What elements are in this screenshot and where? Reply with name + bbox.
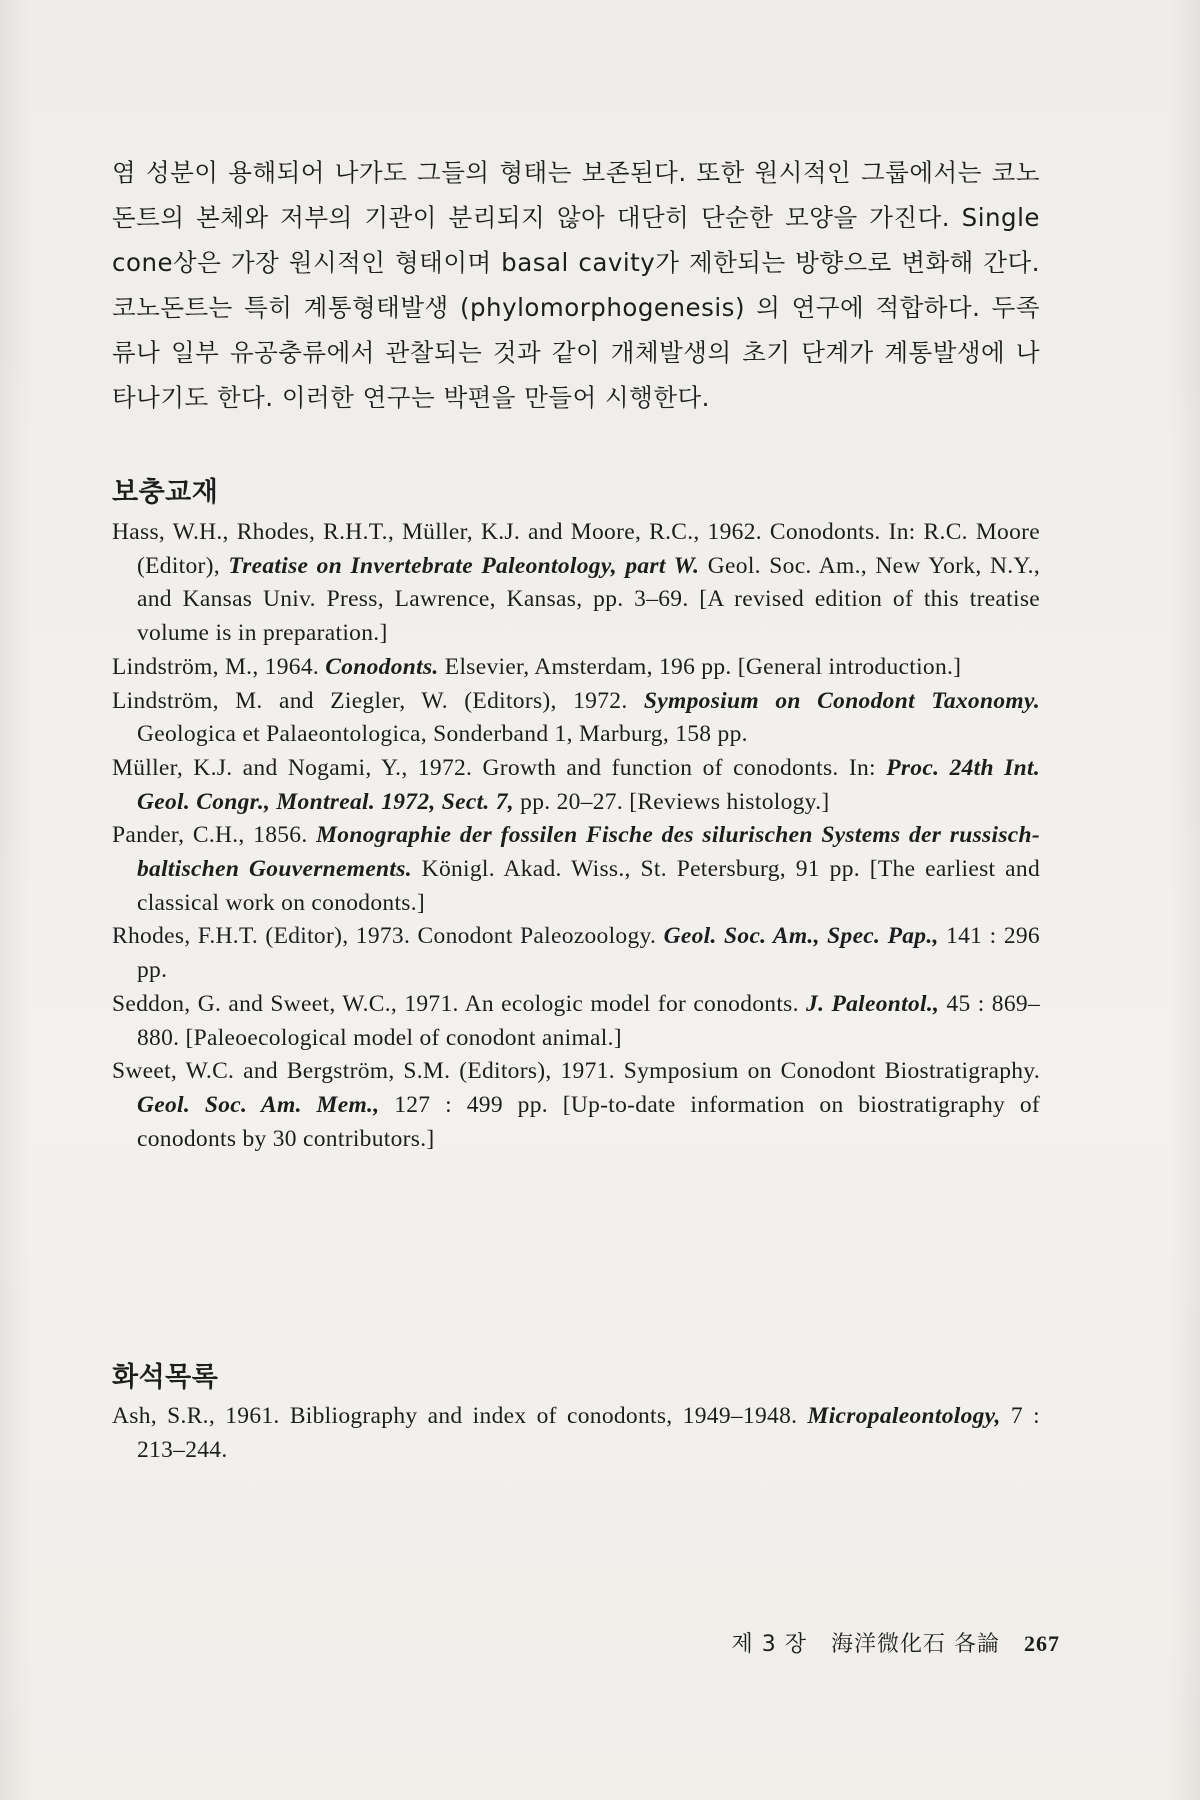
reference-title: Symposium on Conodont Taxonomy. (643, 687, 1040, 714)
reference-item (112, 752, 1040, 819)
reference-title: Monographie der fossilen Fische des silurischen Systems der russisch-baltischen Gouvernements. (137, 822, 1040, 883)
chapter-title: 海洋微化石 各論 (831, 1632, 1000, 1657)
page-shadow-right (1170, 0, 1200, 1800)
reference-title: Micropaleontology, (807, 1403, 1001, 1429)
reference-item (112, 1055, 1040, 1156)
reference-details: Geologica et Palaeontologica, Sonderband 1, Marburg, 158 pp. (137, 721, 748, 748)
reference-details: 141 : 296 pp. (137, 923, 1040, 984)
reference-authors-year: Müller, K.J. and Nogami, Y., 1972. Growth and function of conodonts. In: (112, 754, 887, 781)
section-title-supplementary: 보충교재 (112, 477, 219, 508)
page-footer (732, 1627, 1061, 1658)
reference-item (112, 988, 1040, 1055)
reference-item (112, 920, 1040, 987)
reference-details: 127 : 499 pp. [Up-to-date information on biostratigraphy of conodonts by 30 contributors.] (137, 1091, 1040, 1152)
reference-item (112, 685, 1040, 752)
reference-authors-year: Lindström, M., 1964. (112, 653, 326, 680)
reference-authors-year: Ash, S.R., 1961. Bibliography and index of conodonts, 1949–1948. (112, 1403, 808, 1429)
reference-list-supplementary (112, 516, 1040, 1156)
reference-authors-year: Rhodes, F.H.T. (Editor), 1973. Conodont Paleozoology. (112, 923, 664, 950)
reference-details: pp. 20–27. [Reviews histology.] (513, 788, 830, 815)
page-shadow-left (0, 0, 30, 1800)
reference-authors-year: Sweet, W.C. and Bergström, S.M. (Editors), 1971. Symposium on Conodont Biostratigraphy. (112, 1058, 1040, 1085)
chapter-label: 제 3 장 (731, 1632, 807, 1657)
reference-title: Proc. 24th Int. Geol. Congr., Montreal. 1972, Sect. 7, (137, 754, 1040, 815)
reference-details: Geol. Soc. Am., New York, N.Y., and Kansas Univ. Press, Lawrence, Kansas, pp. 3–69. [A revised edition of this treatise volume is in preparation.] (137, 552, 1041, 647)
reference-authors-year: Lindström, M. and Ziegler, W. (Editors), 1972. (112, 687, 644, 714)
reference-details: Elsevier, Amsterdam, 196 pp. [General introduction.] (438, 653, 962, 680)
intro-text (112, 150, 1040, 420)
reference-authors-year: Pander, C.H., 1856. (112, 822, 317, 849)
reference-details: Königl. Akad. Wiss., St. Petersburg, 91 pp. [The earliest and classical work on conodonts.] (137, 856, 1040, 916)
reference-item (112, 516, 1040, 651)
reference-details: 7 : 213–244. (137, 1403, 1041, 1463)
section-title-catalog: 화석목록 (112, 1362, 219, 1393)
reference-details: 45 : 869–880. [Paleoecological model of conodont animal.] (137, 990, 1040, 1051)
page-number: 267 (1024, 1631, 1060, 1656)
reference-item (112, 651, 1040, 685)
reference-title: Treatise on Invertebrate Paleontology, part W. (228, 552, 700, 579)
intro-paragraph: 염 성분이 용해되어 나가도 그들의 형태는 보존된다. 또한 원시적인 그룹에서는 코노돈트의 본체와 저부의 기관이 분리되지 않아 대단히 단순한 모양을 가진다. Single cone상은 가장 원시적인 형태이며 basal cavity가 제한되는 방향으로 변화해 간다. 코노돈트는 특히 계통형태발생 (phylomorphogenesis) 의 연구에 적합하다. 두족류나 일부 유공충류에서 관찰되는 것과 같이 개체발생의 초기 단계가 계통발생에 나타나기도 한다. 이러한 연구는 박편을 만들어 시행한다. (112, 158, 1040, 412)
reference-authors-year: Seddon, G. and Sweet, W.C., 1971. An ecologic model for conodonts. (112, 990, 807, 1017)
reference-item (112, 819, 1040, 920)
reference-title: J. Paleontol., (806, 990, 940, 1017)
reference-title: Conodonts. (325, 653, 439, 680)
reference-list-catalog (112, 1400, 1040, 1467)
reference-title: Geol. Soc. Am., Spec. Pap., (663, 923, 939, 950)
reference-title: Geol. Soc. Am. Mem., (137, 1091, 380, 1118)
reference-authors-year: Hass, W.H., Rhodes, R.H.T., Müller, K.J. and Moore, R.C., 1962. Conodonts. In: R.C. Moore (Editor), (112, 519, 1040, 579)
reference-item (112, 1400, 1040, 1467)
